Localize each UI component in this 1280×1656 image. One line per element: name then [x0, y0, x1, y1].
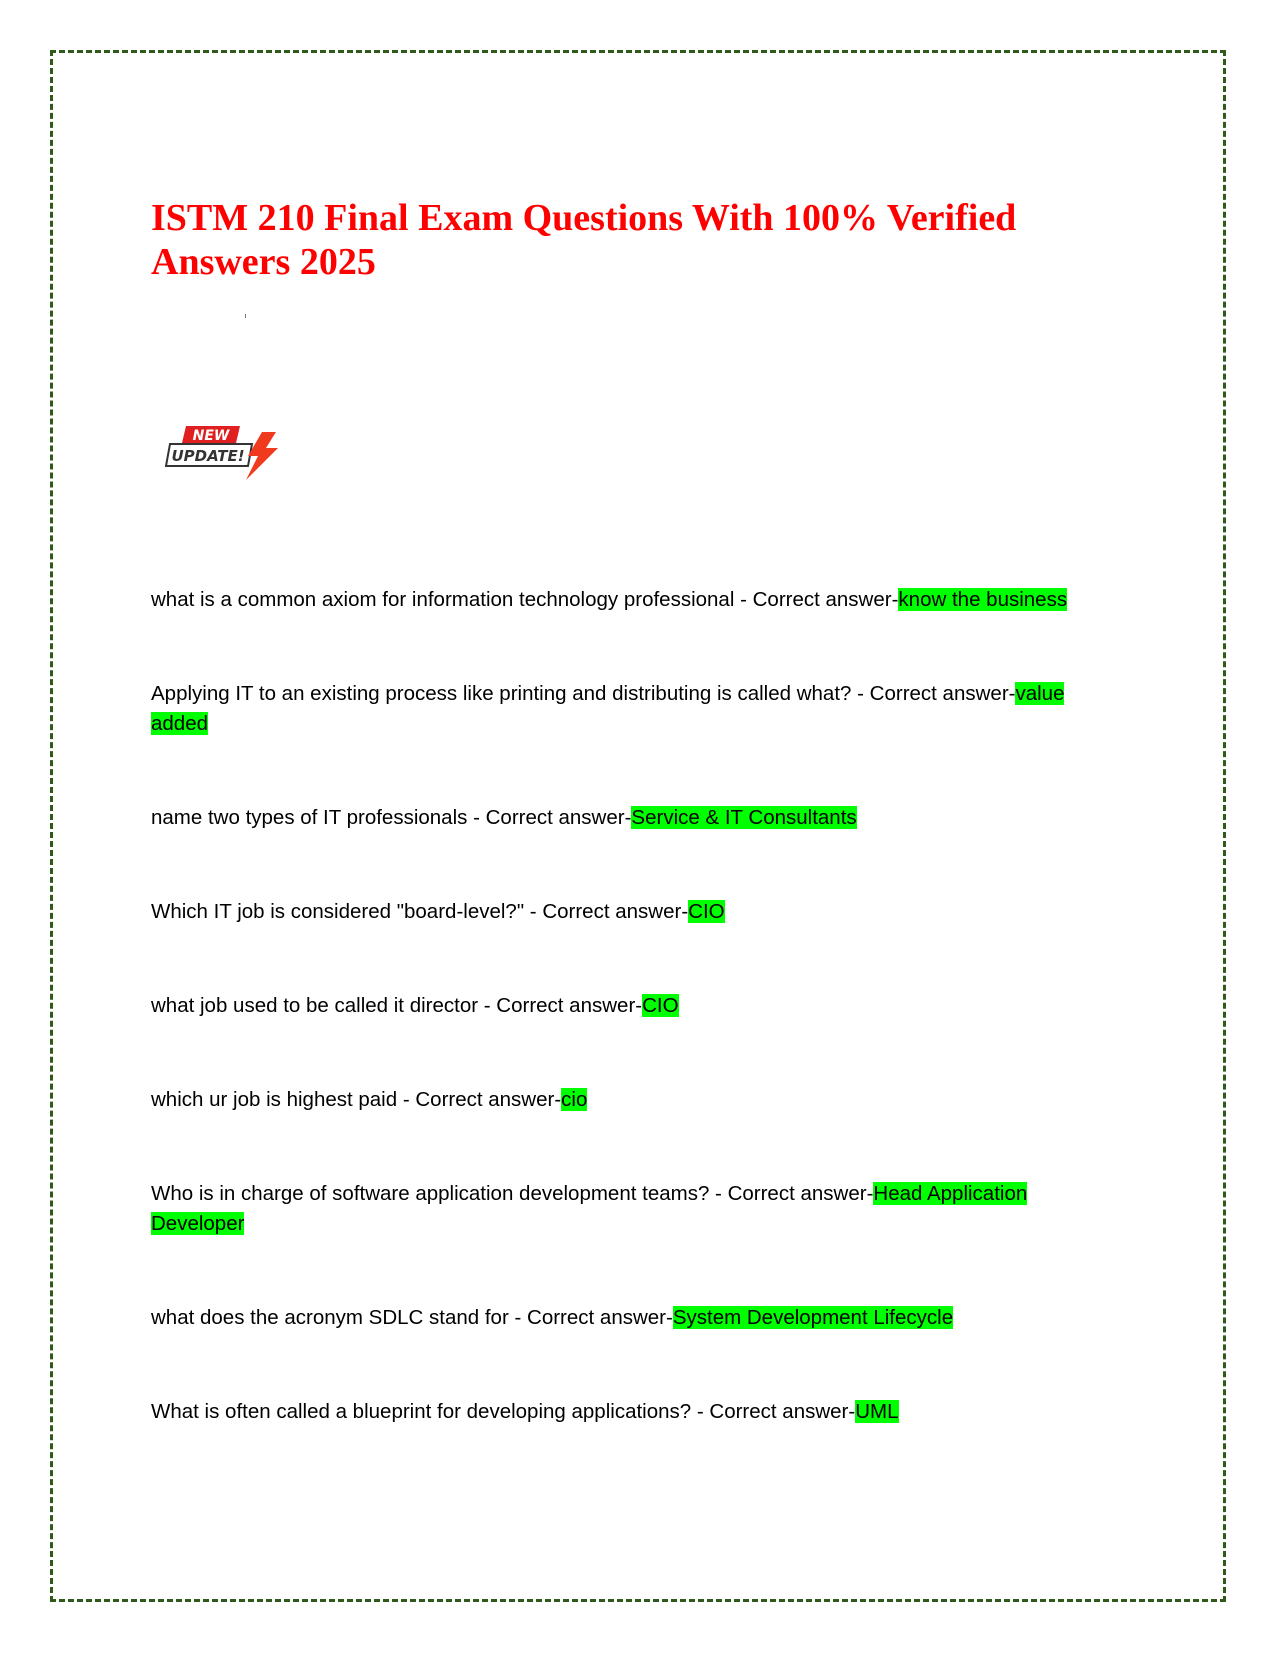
- question-text: what does the acronym SDLC stand for: [151, 1306, 509, 1329]
- question-text: name two types of IT professionals: [151, 806, 468, 829]
- question-text: Which IT job is considered "board-level?": [151, 900, 525, 923]
- badge-new-text: NEW: [192, 428, 230, 444]
- qa-item: [151, 679, 1111, 739]
- answer-highlight: cio: [561, 1088, 588, 1111]
- badge-update-text: UPDATE!: [171, 447, 245, 465]
- new-update-badge: [162, 424, 282, 484]
- question-text: which ur job is highest paid: [151, 1088, 398, 1111]
- answer-separator: - Correct answer-: [508, 1306, 673, 1329]
- answer-highlight: Head Application Developer: [151, 1182, 1028, 1235]
- question-text: Who is in charge of software application development teams?: [151, 1182, 710, 1205]
- answer-separator: - Correct answer-: [709, 1182, 874, 1205]
- answer-highlight: CIO: [688, 900, 725, 923]
- question-text: what is a common axiom for information technology professional: [151, 588, 735, 611]
- question-text: Applying IT to an existing process like printing and distributing is called what?: [151, 682, 852, 705]
- answer-separator: - Correct answer-: [691, 1400, 856, 1423]
- answer-highlight: know the business: [898, 588, 1068, 611]
- badge-update-box: [166, 444, 252, 466]
- lightning-bolt-icon: [246, 432, 278, 480]
- qa-item: [151, 1179, 1111, 1239]
- qa-item: [151, 897, 1111, 927]
- answer-highlight: CIO: [642, 994, 679, 1017]
- document-title: ISTM 210 Final Exam Questions With 100% Verified Answers 2025: [151, 197, 1017, 283]
- answer-highlight: Service & IT Consultants: [631, 806, 857, 829]
- answer-highlight: value added: [151, 682, 1065, 735]
- question-text: what job used to be called it director: [151, 994, 479, 1017]
- qa-item: [151, 1085, 1111, 1115]
- answer-highlight: System Development Lifecycle: [672, 1306, 954, 1329]
- answer-separator: - Correct answer-: [478, 994, 643, 1017]
- qa-item: [151, 1397, 1111, 1427]
- answer-separator: - Correct answer-: [467, 806, 632, 829]
- badge-new-tag: [182, 426, 240, 444]
- answer-separator: - Correct answer-: [397, 1088, 562, 1111]
- answer-highlight: UML: [855, 1400, 899, 1423]
- qa-item: [151, 991, 1111, 1021]
- answer-separator: - Correct answer-: [524, 900, 689, 923]
- qa-item: [151, 803, 1111, 833]
- answer-separator: - Correct answer-: [851, 682, 1016, 705]
- answer-separator: - Correct answer-: [734, 588, 899, 611]
- question-text: What is often called a blueprint for developing applications?: [151, 1400, 692, 1423]
- qa-item: [151, 585, 1111, 615]
- stray-mark: [245, 314, 246, 318]
- qa-item: [151, 1303, 1111, 1333]
